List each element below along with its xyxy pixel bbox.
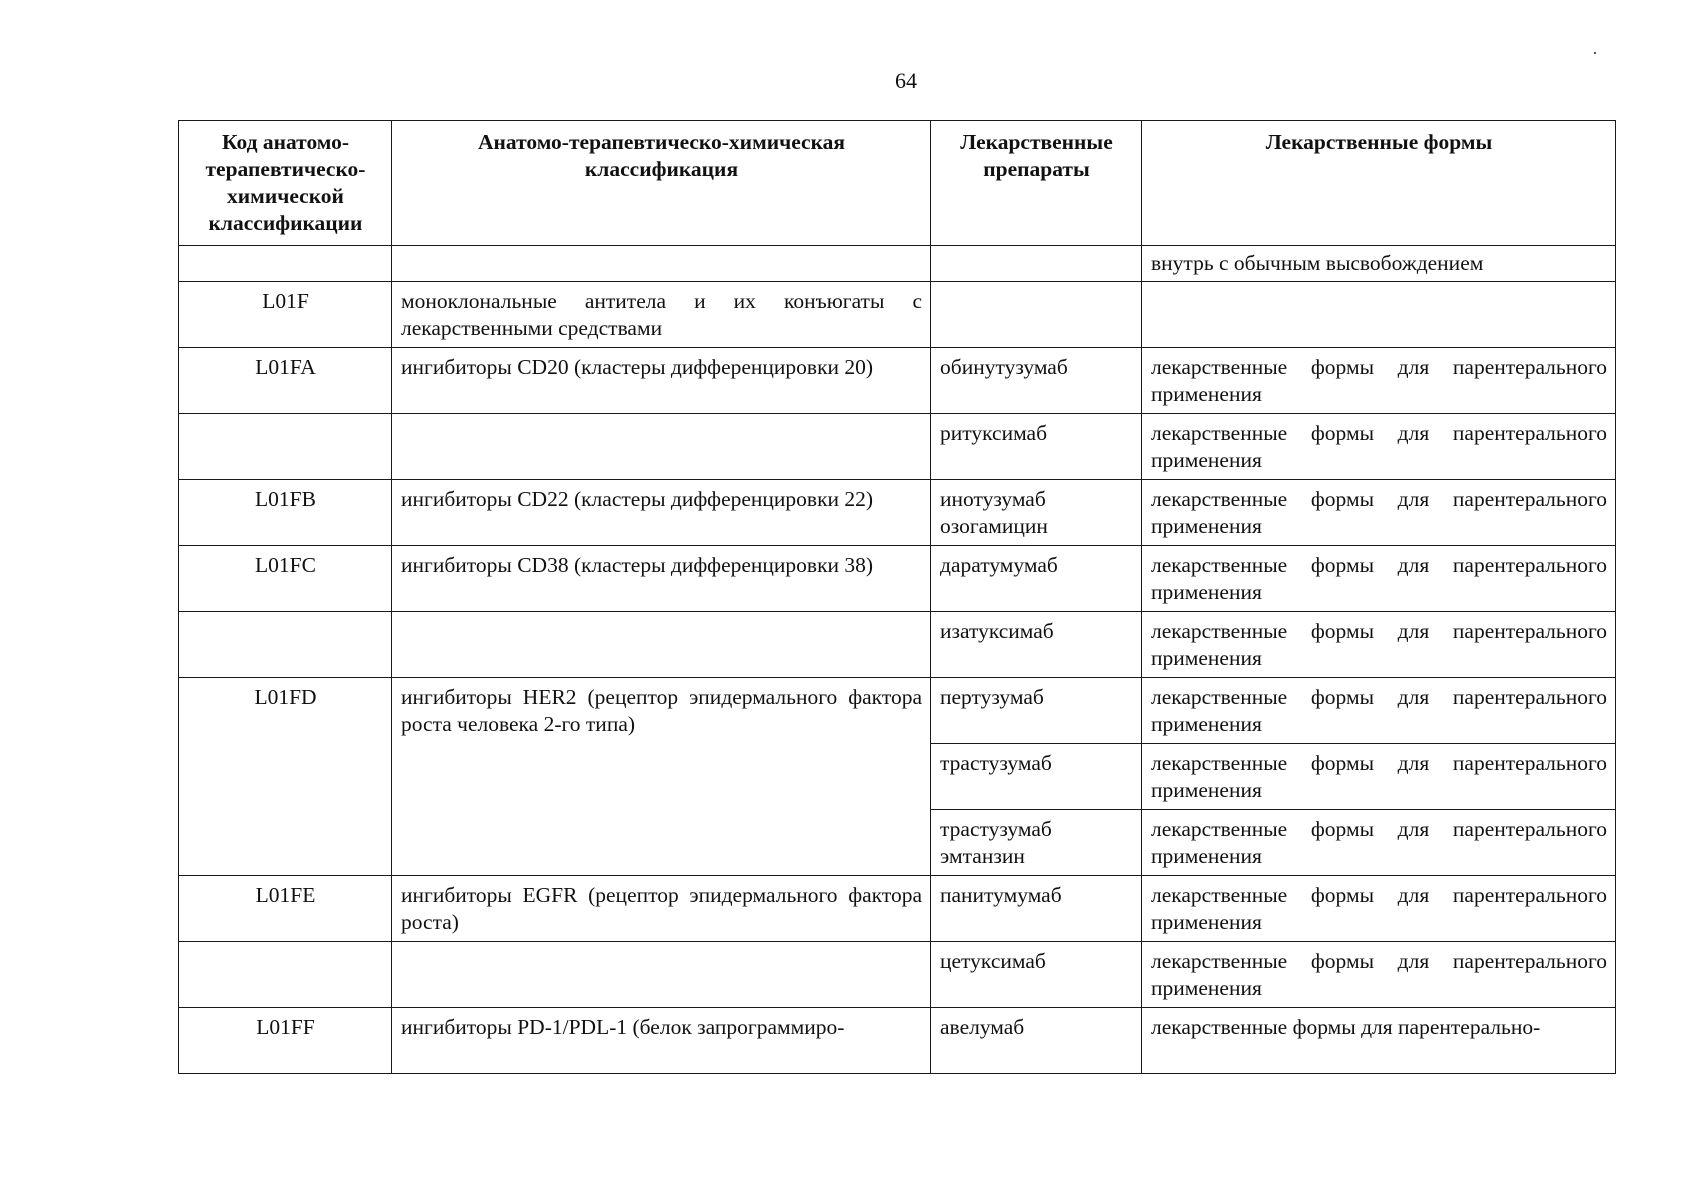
classification-cell: ингибиторы PD-1/PDL-1 (белок запрограммиро- [392, 1008, 931, 1074]
table-row [179, 1008, 1616, 1074]
continuation-row [179, 246, 1616, 282]
classification-cell: ингибиторы CD20 (кластеры дифференцировки 20) [392, 348, 931, 414]
drug-cell: обинутузумаб [931, 348, 1142, 414]
code-cell [179, 612, 392, 678]
code-cell: L01FA [179, 348, 392, 414]
code-cell: L01FF [179, 1008, 392, 1074]
drug-cell: панитумумаб [931, 876, 1142, 942]
code-cell: L01FC [179, 546, 392, 612]
code-cell [179, 414, 392, 480]
dosage-form-cell: лекарственные формы для парентерального применения [1142, 348, 1616, 414]
drug-cell: пертузумаб [931, 678, 1142, 744]
atc-drug-table [178, 120, 1616, 1074]
dosage-form-cell [1142, 282, 1616, 348]
code-cell: L01F [179, 282, 392, 348]
classification-cell: ингибиторы EGFR (рецептор эпидермального фактора роста) [392, 876, 931, 942]
code-cell: L01FB [179, 480, 392, 546]
drug-cell: изатуксимаб [931, 612, 1142, 678]
dosage-form-cell: лекарственные формы для парентерального применения [1142, 942, 1616, 1008]
classification-cell: моноклональные антитела и их конъюгаты с лекарственными средствами [392, 282, 931, 348]
drug-cell [931, 246, 1142, 282]
dosage-form-cell: лекарственные формы для парентерального применения [1142, 744, 1616, 810]
drug-cell: авелумаб [931, 1008, 1142, 1074]
dosage-form-cell: лекарственные формы для парентерального применения [1142, 480, 1616, 546]
dosage-form-cell: внутрь с обычным высвобождением [1142, 246, 1616, 282]
code-cell [179, 246, 392, 282]
header-atc-classification: Анатомо-терапевтическо-химическая классификация [392, 121, 931, 246]
table-row [179, 942, 1616, 1008]
table-body [179, 246, 1616, 1074]
dosage-form-cell: лекарственные формы для парентерально- [1142, 1008, 1616, 1074]
header-drugs: Лекарственные препараты [931, 121, 1142, 246]
drug-cell [931, 282, 1142, 348]
page-number: 64 [895, 68, 917, 93]
classification-cell [392, 414, 931, 480]
drug-cell: ритуксимаб [931, 414, 1142, 480]
classification-cell: ингибиторы HER2 (рецептор эпидермального фактора роста человека 2-го типа) [392, 678, 931, 876]
table-row [179, 282, 1616, 348]
drug-cell: цетуксимаб [931, 942, 1142, 1008]
classification-cell [392, 942, 931, 1008]
dosage-form-cell: лекарственные формы для парентерального применения [1142, 810, 1616, 876]
drug-cell: даратумумаб [931, 546, 1142, 612]
table-row [179, 678, 1616, 744]
table-header-row [179, 121, 1616, 246]
dosage-form-cell: лекарственные формы для парентерального применения [1142, 546, 1616, 612]
code-cell: L01FD [179, 678, 392, 876]
scan-speck [1594, 52, 1596, 54]
drug-cell: трастузумаб эмтанзин [931, 810, 1142, 876]
dosage-form-cell: лекарственные формы для парентерального применения [1142, 678, 1616, 744]
dosage-form-cell: лекарственные формы для парентерального применения [1142, 876, 1616, 942]
header-dosage-forms: Лекарственные формы [1142, 121, 1616, 246]
table-row [179, 546, 1616, 612]
code-cell [179, 942, 392, 1008]
dosage-form-cell: лекарственные формы для парентерального применения [1142, 414, 1616, 480]
table-row [179, 414, 1616, 480]
table-row [179, 612, 1616, 678]
classification-cell [392, 246, 931, 282]
classification-cell [392, 612, 931, 678]
header-atc-code: Код анатомо-терапевтическо-химической классификации [179, 121, 392, 246]
table-row [179, 480, 1616, 546]
drug-cell: трастузумаб [931, 744, 1142, 810]
classification-cell: ингибиторы CD22 (кластеры дифференцировки 22) [392, 480, 931, 546]
table-row [179, 876, 1616, 942]
code-cell: L01FE [179, 876, 392, 942]
dosage-form-cell: лекарственные формы для парентерального применения [1142, 612, 1616, 678]
table-row [179, 348, 1616, 414]
classification-cell: ингибиторы CD38 (кластеры дифференцировки 38) [392, 546, 931, 612]
drug-cell: инотузумаб озогамицин [931, 480, 1142, 546]
